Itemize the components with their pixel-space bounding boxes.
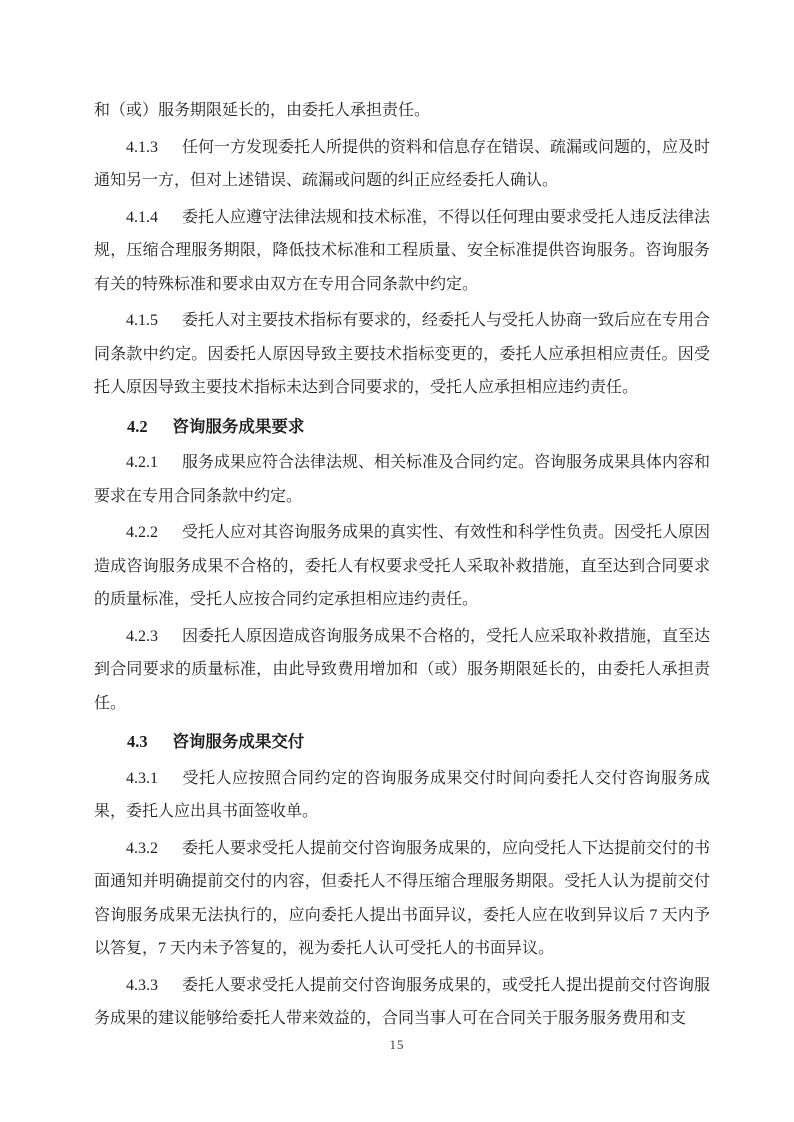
clause-number: 4.2.3 — [126, 627, 158, 645]
clause-paragraph — [94, 446, 710, 513]
clause-text: 受托人应按照合同约定的咨询服务成果交付时间向委托人交付咨询服务成果，委托人应出具书面签收单。 — [94, 769, 710, 820]
clause-number: 4.1.4 — [126, 208, 158, 226]
section-heading — [94, 725, 710, 759]
clause-text: 委托人要求受托人提前交付咨询服务成果的，或受托人提出提前交付咨询服务成果的建议能够给委托人带来效益的，合同当事人可在合同关于服务服务费用和支 — [94, 976, 711, 1027]
clause-paragraph — [94, 969, 710, 1036]
clause-text: 受托人应对其咨询服务成果的真实性、有效性和科学性负责。因受托人原因造成咨询服务成果不合格的，委托人有权要求受托人采取补救措施，直至达到合同要求的质量标准，受托人应按合同约定承担相应违约责任。 — [94, 524, 711, 608]
page-footer — [0, 1036, 794, 1054]
paragraph-continuation — [94, 94, 710, 128]
clause-text: 服务成果应符合法律法规、相关标准及合同约定。咨询服务成果具体内容和要求在专用合同条款中约定。 — [94, 454, 711, 505]
clause-number: 4.3.2 — [126, 839, 158, 857]
clause-text: 委托人应遵守法律法规和技术标准，不得以任何理由要求受托人违反法律法规，压缩合理服务期限，降低技术标准和工程质量、安全标准提供咨询服务。咨询服务有关的特殊标准和要求由双方在专用合同条款中约定。 — [94, 208, 711, 293]
clause-paragraph — [94, 131, 710, 198]
clause-paragraph — [94, 304, 710, 405]
section-heading — [94, 410, 710, 444]
clause-paragraph — [94, 201, 710, 302]
clause-number: 4.3.1 — [126, 769, 158, 787]
clause-number: 4.2 — [127, 416, 148, 436]
clause-number: 4.2.2 — [126, 524, 158, 541]
clause-paragraph — [94, 832, 710, 966]
heading-text: 咨询服务成果交付 — [172, 732, 305, 751]
clause-text: 委托人对主要技术指标有要求的，经委托人与受托人协商一致后应在专用合同条款中约定。因委托人原因导致主要技术指标变更的，委托人应承担相应责任。因受托人原因导致主要技术指标未达到合同要求的，受托人应承担相应违约责任。 — [94, 312, 711, 396]
clause-number: 4.1.3 — [126, 138, 158, 156]
heading-text: 咨询服务成果要求 — [172, 416, 305, 436]
clause-text: 委托人要求受托人提前交付咨询服务成果的，应向受托人下达提前交付的书面通知并明确提前交付的内容，但委托人不得压缩合理服务期限。受托人认为提前交付咨询服务成果无法执行的，应向委托人提出书面异议，委托人应在收到异议后 7 天内予以答复，7 天内未予答复的，视为委托人认可受托人的书面异议。 — [94, 839, 711, 957]
document-body — [94, 94, 710, 1036]
clause-number: 4.1.5 — [126, 312, 158, 329]
clause-paragraph — [94, 516, 710, 617]
clause-number: 4.3 — [127, 732, 148, 751]
page-number: 15 — [389, 1037, 405, 1052]
clause-paragraph — [94, 762, 710, 829]
clause-text: 和（或）服务期限延长的，由委托人承担责任。 — [94, 102, 431, 119]
clause-number: 4.3.3 — [126, 976, 158, 994]
clause-text: 因委托人原因造成咨询服务成果不合格的，受托人应采取补救措施，直至达到合同要求的质量标准，由此导致费用增加和（或）服务期限延长的，由委托人承担责任。 — [94, 627, 711, 712]
clause-text: 任何一方发现委托人所提供的资料和信息存在错误、疏漏或问题的，应及时通知另一方，但对上述错误、疏漏或问题的纠正应经委托人确认。 — [94, 138, 711, 189]
clause-number: 4.2.1 — [126, 454, 158, 471]
clause-paragraph — [94, 620, 710, 721]
